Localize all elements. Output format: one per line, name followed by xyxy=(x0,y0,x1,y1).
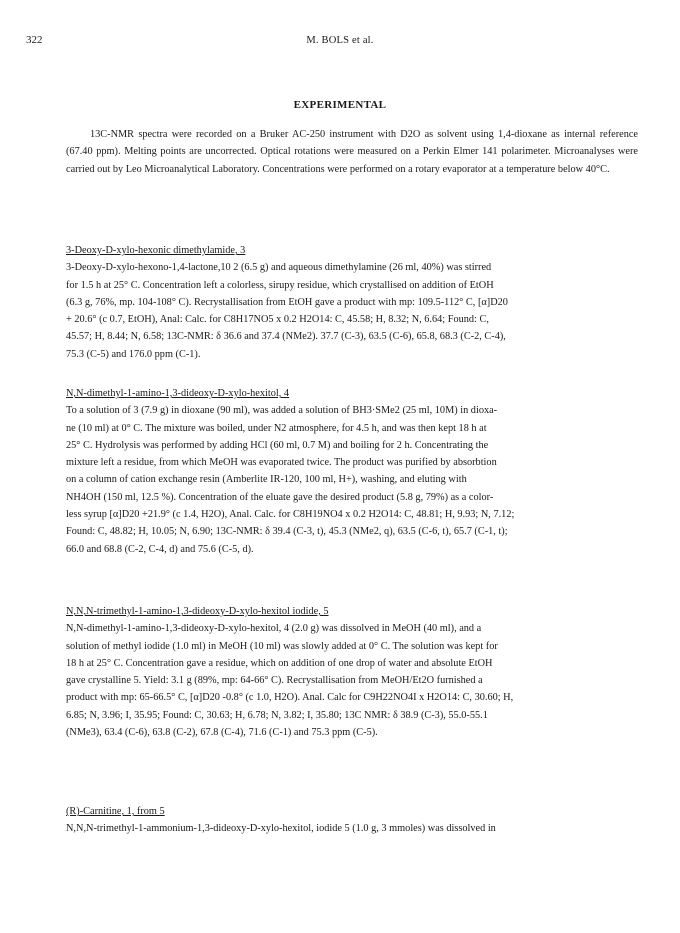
paragraph-line: (6.3 g, 76%, mp. 104-108° C). Recrystallisation from EtOH gave a product with mp: 109.5-112° C, [α]D20 xyxy=(66,296,508,308)
paragraph-line: N,N-dimethyl-1-amino-1,3-dideoxy-D-xylo-hexitol, 4 (2.0 g) was dissolved in MeOH (40 ml), and a xyxy=(66,623,482,635)
compound-4-section xyxy=(66,385,638,558)
paragraph-line: mixture left a residue, from which MeOH was evaporated twice. The product was purified by absorbtion xyxy=(66,457,497,469)
paragraph-line: on a column of cation exchange resin (Amberlite IR-120, 100 ml, H+), washing, and eluting with xyxy=(66,474,467,486)
paragraph-line: 25° C. Hydrolysis was performed by adding HCl (60 ml, 0.7 M) and boiling for 2 h. Concentrating the xyxy=(66,439,489,451)
paragraph-line: solution of methyl iodide (1.0 ml) in MeOH (10 ml) was slowly added at 0° C. The solution was kept for xyxy=(66,640,498,652)
paragraph-line: 75.3 (C-5) and 176.0 ppm (C-1). xyxy=(66,348,201,360)
paragraph-line: + 20.6° (c 0.7, EtOH), Anal: Calc. for C8H17NO5 x 0.2 H2O14: C, 45.58; H, 8.32; N, 6.64; Found: C, xyxy=(66,314,489,326)
compound-5-section xyxy=(66,603,638,741)
paragraph-line: 18 h at 25° C. Concentration gave a residue, which on addition of one drop of water and absolute EtOH xyxy=(66,657,493,669)
paragraph-line: 45.57; H, 8.44; N, 6.58; 13C-NMR: δ 36.6 and 37.4 (NMe2). 37.7 (C-3), 63.5 (C-6), 65.8, 68.3 (C-2, C-4), xyxy=(66,331,506,343)
intro-paragraph-block xyxy=(66,126,638,178)
paragraph-line: To a solution of 3 (7.9 g) in dioxane (90 ml), was added a solution of BH3·SMe2 (25 ml, 10M) in dioxa- xyxy=(66,405,498,417)
section-title: EXPERIMENTAL xyxy=(293,99,387,111)
carnitine-heading: (R)-Carnitine, 1, from 5 xyxy=(66,806,165,817)
paragraph-line: 3-Deoxy-D-xylo-hexono-1,4-lactone,10 2 (6.5 g) and aqueous dimethylamine (26 ml, 40%) was stirred xyxy=(66,262,492,274)
paragraph-line: N,N,N-trimethyl-1-ammonium-1,3-dideoxy-D-xylo-hexitol, iodide 5 (1.0 g, 3 mmoles) was dissolved in xyxy=(66,823,496,835)
carnitine-section xyxy=(66,803,638,838)
running-head: M. BOLS et al. xyxy=(306,35,374,46)
intro-paragraph: 13C-NMR spectra were recorded on a Bruker AC-250 instrument with D2O as solvent using 1,4-dioxane as internal reference (67.40 ppm). Melting points are uncorrected. Optical rotations were measured on a Perkin Elmer 141 polarimeter. Microanalyses were carried out by Leo Microanalytical Laboratory. Concentrations were performed on a rotary evaporator at a temperature below 40°C. xyxy=(66,129,638,175)
paragraph-line: less syrup [α]D20 +21.9° (c 1.4, H2O), Anal. Calc. for C8H19NO4 x 0.2 H2O14: C, 48.81; H, 9.93; N, 7.12; xyxy=(66,509,515,521)
paragraph-line: for 1.5 h at 25° C. Concentration left a colorless, sirupy residue, which crystallised on addition of EtOH xyxy=(66,279,494,291)
compound-4-heading: N,N-dimethyl-1-amino-1,3-dideoxy-D-xylo-hexitol, 4 xyxy=(66,388,290,399)
paragraph-line: Found: C, 48.82; H, 10.05; N, 6.90; 13C-NMR: δ 39.4 (C-3, t), 45.3 (NMe2, q), 63.5 (C-6, t), 65.7 (C-1, t); xyxy=(66,526,508,538)
compound-3-section xyxy=(66,242,638,363)
compound-5-heading: N,N,N-trimethyl-1-amino-1,3-dideoxy-D-xylo-hexitol iodide, 5 xyxy=(66,606,329,617)
compound-3-heading: 3-Deoxy-D-xylo-hexonic dimethylamide, 3 xyxy=(66,245,246,256)
paragraph-line: 66.0 and 68.8 (C-2, C-4, d) and 75.6 (C-5, d). xyxy=(66,543,254,555)
paragraph-line: product with mp: 65-66.5° C, [α]D20 -0.8° (c 1.0, H2O). Anal. Calc for C9H22NO4I x H2O14: C, 30.60; H, xyxy=(66,692,514,704)
paragraph-line: ne (10 ml) at 0° C. The mixture was boiled, under N2 atmosphere, for 4.5 h, and was then kept 18 h at xyxy=(66,422,487,434)
paragraph-line: 6.85; N, 3.96; I, 35.95; Found: C, 30.63; H, 6.78; N, 3.82; I, 35.80; 13C NMR: δ 38.9 (C-3), 55.0-55.1 xyxy=(66,709,488,721)
page-number: 322 xyxy=(26,34,43,46)
paragraph-line: NH4OH (150 ml, 12.5 %). Concentration of the eluate gave the desired product (5.8 g, 79%) as a color- xyxy=(66,491,494,503)
paragraph-line: (NMe3), 63.4 (C-6), 63.8 (C-2), 67.8 (C-4), 71.6 (C-1) and 75.3 ppm (C-5). xyxy=(66,727,378,739)
paragraph-line: gave crystalline 5. Yield: 3.1 g (89%, mp: 64-66° C). Recrystallisation from MeOH/Et2O furnished a xyxy=(66,675,483,687)
